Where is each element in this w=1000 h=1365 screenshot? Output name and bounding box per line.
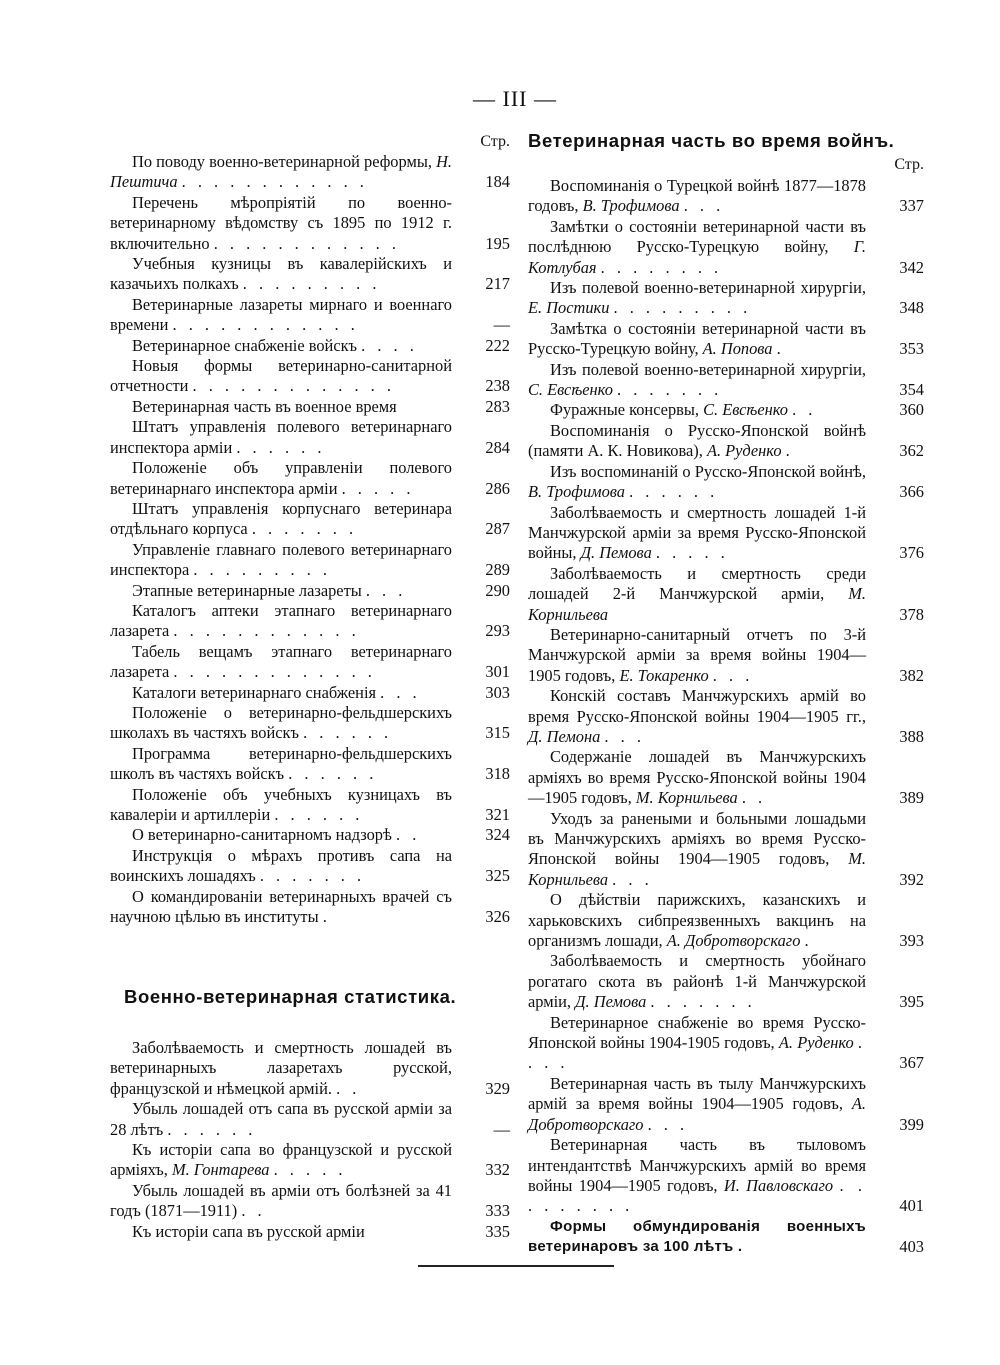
entry-author: Н. Пештича (110, 152, 452, 192)
toc-entry-text (110, 683, 452, 703)
entry-title: Положеніе о ветеринарно-фельдшерскихъ школахъ въ частяхъ войскъ (110, 702, 452, 743)
dot-leader: . . . . . . . . . . . . (213, 233, 400, 253)
dot-leader: . . . . . . . . . (242, 274, 381, 294)
entry-title: Замѣтки о состояніи ветеринарной части въ послѣднюю Русско-Турецкую войну, (528, 216, 866, 257)
dot-leader: . . . . (528, 1033, 866, 1073)
left-column (110, 132, 510, 927)
statistics-section-title: Военно-ветеринарная статистика. (124, 986, 457, 1007)
entry-title: Ветеринарно-санитарный отчетъ по 3-й Манчжурской арміи за время войны 1904—1905 годовъ, (528, 624, 866, 685)
entry-title: Къ исторіи сапа въ русской арміи (132, 1221, 365, 1241)
entry-title: Перечень мѣропріятій по военно-ветеринарному вѣдомству съ 1895 по 1912 г. включительно (110, 192, 452, 253)
toc-entry-text (528, 564, 866, 625)
dot-leader: . . (792, 400, 817, 420)
dot-leader: . . . (647, 1114, 689, 1134)
page-ref: 293 (485, 621, 510, 641)
entry-author: Д. Пемова (580, 543, 652, 563)
toc-entry-text (110, 1038, 452, 1099)
page-ref: 403 (899, 1237, 924, 1257)
entry-title: Формы обмундированія военныхъ ветеринаровъ за 100 лѣтъ (528, 1217, 866, 1256)
dot-leader: . . . . . . . . . . . . (173, 621, 360, 641)
dot-leader: . . . . . . . (617, 380, 723, 400)
page-column-header: Стр. (480, 133, 510, 150)
dot-leader: . . . . . . . . . . . . (181, 172, 368, 192)
entry-title: Заболѣваемость и смертность лошадей въ ветеринарныхъ лазаретахъ русской, французской и нѣмецкой армій. (110, 1038, 452, 1098)
toc-entry (110, 458, 510, 499)
entry-title: Каталогъ аптеки этапнаго ветеринарнаго лазарета (110, 600, 452, 641)
toc-entry (110, 581, 510, 601)
toc-entry (110, 254, 510, 295)
entry-author: В. Трофимова (582, 196, 680, 216)
entry-title: Штатъ управленія корпуснаго ветеринара отдѣльнаго корпуса (110, 498, 452, 539)
entry-title: Изъ полевой военно-ветеринарной хирургіи, (550, 278, 866, 298)
entry-title: Конскій составъ Манчжурскихъ армій во время Русско-Японской войны 1904—1905 гг., (528, 686, 866, 726)
toc-entry-text (528, 278, 866, 319)
page-number: — III — (473, 86, 557, 111)
toc-entry (528, 747, 924, 808)
toc-entry-text (528, 747, 866, 808)
toc-entry (528, 951, 924, 1012)
entry-author: С. Евсѣенко (528, 380, 613, 400)
page-ref: 315 (485, 723, 510, 743)
toc-entry-text (528, 1074, 866, 1135)
entry-title: Ветеринарное снабженіе войскъ (132, 335, 358, 355)
toc-entry (528, 462, 924, 503)
toc-entry-text (528, 1013, 866, 1074)
page-ref: 329 (485, 1078, 510, 1098)
page-ref: 382 (899, 665, 924, 685)
entry-author: А. Руденко (706, 441, 782, 461)
toc-entry (528, 890, 924, 951)
page-ref: 367 (899, 1053, 924, 1073)
page-ref: 353 (899, 339, 924, 359)
toc-entry (110, 642, 510, 683)
page-ref: 325 (485, 866, 510, 886)
toc-entry-text (110, 295, 452, 336)
entry-title: Воспоминанія о Русско-Японской войнѣ (памяти А. К. Новикова), (528, 420, 866, 461)
entry-title: Уходъ за ранеными и больными лошадьми въ Манчжурскихъ арміяхъ во время Русско-Японской войны 1904—1905 годовъ, (528, 808, 866, 869)
toc-entry (110, 417, 510, 458)
toc-entry (528, 319, 924, 360)
right-toc-list (528, 176, 924, 1258)
entry-title: Изъ полевой военно-ветеринарной хирургіи, (550, 359, 866, 379)
toc-entry-text (528, 217, 866, 278)
entry-author: М. Корнильева (635, 788, 738, 808)
page-ref: — (493, 315, 510, 335)
page-ref: 222 (485, 335, 510, 355)
page-ref: 333 (485, 1201, 510, 1221)
dot-leader: . . . . . (655, 543, 729, 563)
toc-entry-text (110, 540, 452, 581)
entry-title: Каталоги ветеринарнаго снабженія (132, 682, 377, 702)
page-ref: 360 (899, 400, 924, 420)
page-ref: 184 (485, 172, 510, 192)
toc-entry (110, 356, 510, 397)
entry-author: С. Евсѣенко (703, 400, 788, 420)
dot-leader: . . . . . . (303, 723, 393, 743)
toc-entry (110, 1038, 510, 1099)
dot-leader: . . (741, 788, 767, 808)
entry-title: Содержаніе лошадей въ Манчжурскихъ арміяхъ во время Русско-Японской войны 1904—1905 годовъ, (528, 747, 866, 808)
toc-entry-text (528, 462, 866, 503)
page-ref: 337 (899, 196, 924, 216)
page-ref: 283 (485, 396, 510, 416)
page-ref: 195 (485, 233, 510, 253)
entry-title: Изъ воспоминаній о Русско-Японской войнѣ, (550, 461, 866, 481)
toc-entry (528, 503, 924, 564)
toc-entry (110, 1099, 510, 1140)
page-ref: 362 (899, 441, 924, 461)
toc-entry (110, 683, 510, 703)
dot-leader: . . . . . . . (251, 519, 358, 539)
toc-entry-text (110, 1222, 452, 1242)
toc-entry (528, 400, 924, 420)
dot-leader: . . . (712, 665, 754, 685)
toc-entry-text (528, 360, 866, 401)
page-ref: 286 (485, 478, 510, 498)
entry-author: А. Добротворскаго (528, 1094, 866, 1134)
entry-title: О командированіи ветеринарныхъ врачей съ научною цѣлью въ институты (110, 886, 452, 927)
page-ref: 318 (485, 764, 510, 784)
toc-entry (110, 295, 510, 336)
statistics-column (110, 1038, 510, 1242)
page-ref: 287 (485, 519, 510, 539)
entry-author: Е. Постики (528, 298, 610, 318)
entry-title: Учебныя кузницы въ кавалерійскихъ и казачьихъ полкахъ (110, 254, 452, 294)
dot-leader: . . . . . . . . . (613, 298, 752, 318)
closing-rule (418, 1265, 614, 1267)
left-toc-list (110, 152, 510, 927)
toc-entry-text (110, 846, 452, 887)
toc-entry (110, 785, 510, 826)
page-ref: 401 (899, 1196, 924, 1216)
toc-entry-text (110, 581, 452, 601)
entry-title: Къ исторіи сапа во французской и русской арміяхъ, (110, 1140, 452, 1180)
entry-title: Фуражные консервы, (550, 400, 704, 420)
dot-leader: . . . (683, 196, 725, 216)
toc-entry (528, 421, 924, 462)
page-ref: 303 (485, 682, 510, 702)
entry-author: М. Корнильева (528, 849, 866, 889)
dot-leader: . (737, 1238, 747, 1256)
dot-leader: . . . . . . . . . . . . (172, 315, 359, 335)
toc-entry-text (110, 499, 452, 540)
entry-author: А. Руденко (778, 1033, 854, 1053)
entry-title: Положеніе объ управленіи полевого ветеринарнаго инспектора арміи (110, 458, 452, 498)
page-ref: 395 (899, 992, 924, 1012)
toc-entry (110, 397, 510, 417)
dot-leader: . . . . . (273, 1160, 347, 1180)
toc-entry (110, 336, 510, 356)
dot-leader: . . (396, 825, 421, 845)
toc-entry-text (528, 400, 866, 420)
toc-entry-text (528, 951, 866, 1012)
page-ref: 388 (899, 726, 924, 746)
page-ref: 378 (899, 604, 924, 624)
toc-entry (110, 540, 510, 581)
toc-entry-text (110, 1099, 452, 1140)
dot-leader: . . . . . (341, 478, 415, 498)
entry-title: Ветеринарное снабженіе во время Русско-Японской войны 1904-1905 годовъ, (528, 1012, 866, 1053)
toc-entry (528, 176, 924, 217)
toc-entry-text (110, 417, 452, 458)
page-ref: 238 (485, 376, 510, 396)
entry-author: Д. Пемона (528, 726, 601, 746)
page-ref: 393 (899, 931, 924, 951)
dot-leader: . (785, 441, 794, 461)
dot-leader: . . . . . . . (650, 992, 756, 1012)
toc-entry-text (110, 744, 452, 785)
page-ref: 348 (899, 298, 924, 318)
dot-leader: . . . . (361, 335, 418, 355)
dot-leader: . . . . . . (167, 1119, 257, 1139)
toc-entry (528, 360, 924, 401)
toc-entry-text (528, 1135, 866, 1217)
entry-title: Инструкція о мѣрахъ противъ сапа на воинскихъ лошадяхъ (110, 845, 452, 886)
entry-title: Новыя формы ветеринарно-санитарной отчетности (110, 356, 452, 396)
toc-entry-text (110, 825, 452, 845)
dot-leader: . . . . . . (274, 805, 364, 824)
toc-entry (528, 686, 924, 747)
toc-entry-text (110, 703, 452, 744)
right-column (528, 132, 924, 1258)
toc-entry-text (528, 686, 866, 747)
page-ref: 326 (485, 907, 510, 927)
dot-leader: . . . . . . . . (600, 257, 723, 277)
page-ref: 366 (899, 482, 924, 502)
toc-entry (110, 499, 510, 540)
entry-title: По поводу военно-ветеринарной реформы, (132, 152, 437, 171)
dot-leader: . . . . . . . (259, 866, 366, 886)
dot-leader: . . (241, 1201, 266, 1221)
toc-entry-text (110, 193, 452, 254)
entry-title: Управленіе главнаго полевого ветеринарнаго инспектора (110, 539, 452, 580)
entry-author: А. Попова (702, 339, 773, 359)
toc-entry-text (110, 785, 452, 826)
entry-title: Ветеринарная часть въ тылу Манчжурскихъ армій за время войны 1904—1905 годовъ, (528, 1073, 866, 1114)
toc-entry-text (110, 336, 452, 356)
page-ref: 217 (485, 274, 510, 294)
page-ref: 376 (899, 543, 924, 563)
page-ref: 324 (485, 825, 510, 845)
toc-entry (528, 278, 924, 319)
dot-leader: . . . . . . . . . . . . . (192, 376, 395, 396)
entry-title: Воспоминанія о Турецкой войнѣ 1877—1878 годовъ, (528, 176, 866, 216)
page-ref: 284 (485, 437, 510, 457)
dot-leader: . . . . . . (629, 482, 719, 502)
toc-entry (110, 846, 510, 887)
entry-author: А. Добротворскаго (666, 931, 801, 951)
entry-title: Этапные ветеринарные лазареты (132, 580, 362, 600)
toc-entry-text (110, 601, 452, 642)
toc-entry (110, 1222, 510, 1242)
entry-title: Заболѣваемость и смертность убойнаго рогатаго скота въ районѣ 1-й Манчжурской арміи, (528, 951, 866, 1012)
toc-entry (528, 217, 924, 278)
entry-title: Убыль лошадей въ арміи отъ болѣзней за 41 годъ (1871—1911) (110, 1180, 452, 1221)
page-ref: 342 (899, 257, 924, 277)
toc-entry-text (528, 319, 866, 360)
dot-leader: . . . . . . . . . . . . . (173, 662, 376, 682)
toc-entry (110, 193, 510, 254)
toc-entry (110, 152, 510, 193)
entry-title: Ветеринарные лазареты мирнаго и военнаго времени (110, 294, 452, 335)
toc-entry-text (528, 1217, 866, 1258)
page-ref: 399 (899, 1114, 924, 1134)
dot-leader: . . . . . . (236, 437, 326, 457)
page-ref: 321 (485, 805, 510, 824)
dot-leader: . . . . . . . . . (193, 560, 332, 580)
dot-leader: . (776, 339, 785, 359)
statistics-toc-list (110, 1038, 510, 1242)
dot-leader: . . . (612, 869, 653, 889)
toc-entry (110, 887, 510, 928)
entry-title: Табель вещамъ этапнаго ветеринарнаго лазарета (110, 641, 452, 682)
dot-leader: . . (336, 1078, 361, 1098)
toc-entry-text (110, 254, 452, 295)
page-column-header-right: Стр. (894, 156, 924, 173)
page-ref: 392 (899, 869, 924, 889)
entry-author: М. Корнильева (528, 584, 866, 624)
entry-title: Заболѣваемость и смертность среди лошадей 2-й Манчжурской арміи, (528, 563, 866, 604)
page-ref: 389 (899, 788, 924, 808)
toc-entry (528, 1074, 924, 1135)
toc-entry (528, 1135, 924, 1217)
entry-title: О ветеринарно-санитарномъ надзорѣ (132, 825, 392, 845)
toc-entry (110, 825, 510, 845)
toc-entry (110, 1140, 510, 1181)
toc-entry (110, 744, 510, 785)
page-ref: 332 (485, 1160, 510, 1180)
toc-entry-text (110, 1181, 452, 1222)
dot-leader: . (804, 931, 813, 951)
toc-entry-text (528, 503, 866, 564)
dot-leader: . . . (604, 726, 645, 746)
toc-entry-text (110, 458, 452, 499)
entry-title: Положеніе объ учебныхъ кузницахъ въ кавалеріи и артиллеріи (110, 784, 452, 824)
toc-entry-text (528, 809, 866, 891)
dot-leader: . (322, 907, 331, 927)
dot-leader: . . . (365, 580, 407, 600)
entry-title: О дѣйствіи парижскихъ, казанскихъ и харьковскихъ сибпреязвенныхъ вакцинъ на организмъ лошади, (528, 890, 866, 951)
page-ref: 301 (485, 662, 510, 682)
toc-entry-text (110, 152, 452, 193)
toc-entry (528, 564, 924, 625)
toc-entry (110, 1181, 510, 1222)
entry-author: В. Трофимова (528, 482, 625, 502)
page-ref: 335 (485, 1221, 510, 1241)
page-ref: — (493, 1119, 510, 1139)
toc-entry-text (528, 625, 866, 686)
entry-title: Программа ветеринарно-фельдшерскихъ школъ въ частяхъ войскъ (110, 743, 452, 784)
entry-title: Убыль лошадей отъ сапа въ русской арміи за 28 лѣтъ (110, 1099, 452, 1139)
entry-author: Д. Пемова (575, 992, 647, 1012)
dot-leader: . . . . . . (288, 764, 378, 784)
toc-entry (110, 601, 510, 642)
entry-title: Ветеринарная часть въ тыловомъ интендантствѣ Манчжурскихъ армій во время войны 1904—1905 годовъ, (528, 1135, 866, 1195)
page-ref: 290 (485, 580, 510, 600)
toc-entry-text (110, 642, 452, 683)
entry-title: Замѣтка о состояніи ветеринарной части въ Русско-Турецкую войну, (528, 318, 866, 359)
war-section-title: Ветеринарная часть во время войнъ. (528, 130, 895, 151)
page-ref: 354 (899, 380, 924, 400)
page-ref: 289 (485, 560, 510, 580)
toc-entry-text (528, 421, 866, 462)
dot-leader: . . . . . . . . . (528, 1175, 866, 1216)
toc-entry-text (110, 887, 452, 928)
toc-entry-text (110, 397, 452, 417)
toc-entry (528, 1217, 924, 1258)
toc-entry-text (110, 1140, 452, 1181)
entry-author: И. Павловскаго (723, 1175, 834, 1195)
entry-title: Заболѣваемость и смертность лошадей 1-й Манчжурской арміи за время Русско-Японской войны, (528, 502, 866, 563)
entry-author: Г. Котлубая (528, 237, 866, 277)
entry-title: Штатъ управленія полевого ветеринарнаго инспектора арміи (110, 417, 452, 457)
toc-entry-text (110, 356, 452, 397)
entry-author: Е. Токаренко (619, 665, 709, 685)
dot-leader: . . . (380, 682, 421, 702)
toc-entry (528, 625, 924, 686)
toc-entry (528, 809, 924, 891)
toc-entry-text (528, 890, 866, 951)
entry-author: М. Гонтарева (171, 1160, 270, 1180)
toc-entry (110, 703, 510, 744)
toc-entry-text (528, 176, 866, 217)
toc-entry (528, 1013, 924, 1074)
entry-title: Ветеринарная часть въ военное время (132, 396, 397, 416)
